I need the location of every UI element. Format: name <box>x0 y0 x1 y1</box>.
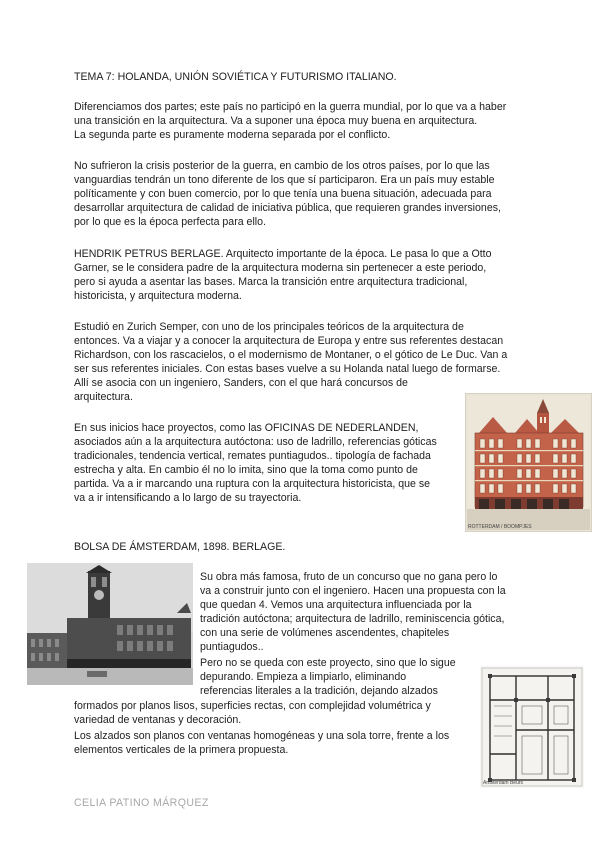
paragraph-line: elementos verticales de la primera propuesta. <box>74 744 289 756</box>
paragraph-line: historicista, y arquitectura moderna. <box>74 290 242 302</box>
paragraph-line: entonces. Va a viajar y a conocer la arquitectura de Europa y entre sus referentes destacan <box>74 335 504 347</box>
paragraph-line: va a ir intensificando a lo largo de su trayectoria. <box>74 492 302 504</box>
paragraph-line: referencias literales a la tradición, dejando alzados <box>200 685 438 697</box>
paragraph-line: puntiagudos.. <box>200 641 264 653</box>
bolsa-floor-plan <box>480 666 584 788</box>
paragraph-line: Pero no se queda con este proyecto, sino que lo sigue <box>200 657 456 669</box>
paragraph-line: En sus inicios hace proyectos, como las OFICINAS DE NEDERLANDEN, <box>74 422 419 434</box>
paragraph-line: desarrollar arquitectura de calidad de iniciativa pública, que requieren grandes inversiones, <box>74 202 501 214</box>
section-heading: BOLSA DE ÁMSTERDAM, 1898. BERLAGE. <box>74 541 286 553</box>
paragraph-line: va a construir junto con el ingeniero. Hacen una propuesta con la <box>200 585 506 597</box>
bolsa-amsterdam-photo <box>27 563 193 685</box>
figure-caption: Amsterdam Beurs <box>483 780 524 786</box>
paragraph-line: variedad de ventanas y decoración. <box>74 714 242 726</box>
paragraph-line: con una serie de volúmenes ascendentes, chapiteles <box>200 627 450 639</box>
paragraph-line: Su obra más famosa, fruto de un concurso que no gana pero lo <box>200 571 498 583</box>
paragraph-line: HENDRIK PETRUS BERLAGE. Arquitecto importante de la época. Le pasa lo que a Otto <box>74 248 492 260</box>
paragraph-line: Diferenciamos dos partes; este país no participó en la guerra mundial, por lo que va a haber <box>74 101 507 113</box>
paragraph-line: depurando. Empieza a limpiarlo, eliminando <box>200 671 407 683</box>
paragraph-line: políticamente y con buen comercio, por lo que tenía una buena situación, adecuada para <box>74 188 492 200</box>
paragraph-line: que quedan 4. Vemos una arquitectura influenciada por la <box>200 599 472 611</box>
paragraph-line: estrecha y alta. En cambio él no lo imita, sino que la toma como punto de <box>74 464 418 476</box>
paragraph-line: arquitectura. <box>74 391 133 403</box>
nederlanden-facade-drawing <box>465 393 592 532</box>
bolsa-amsterdam-drawing <box>27 563 193 685</box>
nederlanden-facade-image <box>465 393 592 532</box>
paragraph-line: formados por planos lisos, superficies rectas, con complejidad volumétrica y <box>74 700 431 712</box>
paragraph-line: Los alzados son planos con ventanas homogéneas y una sola torre, frente a los <box>74 730 450 742</box>
paragraph-line: tradición autóctona; arquitectura de ladrillo, reminiscencia gótica, <box>200 613 505 625</box>
figure-caption: ROTTERDAM / BOOMPJES <box>468 524 532 530</box>
paragraph-line: una transición en la arquitectura. Va a suponer una época muy buena en arquitectura. <box>74 115 478 127</box>
paragraph-line: pero si ayuda a asentar las bases. Marca la transición entre arquitectura tradicional, <box>74 276 468 288</box>
paragraph-line: Garner, se le considera padre de la arquitectura moderna sin pertenecer a este periodo, <box>74 262 487 274</box>
paragraph-line: vanguardias tendrán un tono diferente de los que sí participaron. Era un país muy estable <box>74 174 495 186</box>
paragraph-line: No sufrieron la crisis posterior de la guerra, en cambio de los otros países, por lo que las <box>74 160 490 172</box>
paragraph-line: Estudió en Zurich Semper, con uno de los principales teóricos de la arquitectura de <box>74 321 464 333</box>
floor-plan-drawing <box>480 666 584 788</box>
footer-author: CELIA PATINO MÁRQUEZ <box>74 797 209 809</box>
paragraph-line: asociados aún a la arquitectura autóctona: uso de ladrillo, referencias góticas <box>74 436 437 448</box>
paragraph-line: Allí se asocia con un ingeniero, Sanders, con el que hará concursos de <box>74 377 408 389</box>
paragraph-line: Richardson, con los rascacielos, o el modernismo de Montaner, o el gótico de Le Duc. Van a <box>74 349 508 361</box>
paragraph-line: partida. Va a ir marcando una ruptura con la arquitectura historicista, que se <box>74 478 431 490</box>
paragraph-line: ser sus referentes iniciales. Con estas bases vuelve a su Holanda natal luego de formarse. <box>74 363 501 375</box>
paragraph-line: tradicionales, tendencia vertical, remates puntiagudos.. tipología de fachada <box>74 450 431 462</box>
paragraph-line: La segunda parte es puramente moderna separada por el conflicto. <box>74 129 391 141</box>
page-title: TEMA 7: HOLANDA, UNIÓN SOVIÉTICA Y FUTURISMO ITALIANO. <box>74 71 397 83</box>
paragraph-line: por lo que es la época perfecta para ello. <box>74 216 266 228</box>
